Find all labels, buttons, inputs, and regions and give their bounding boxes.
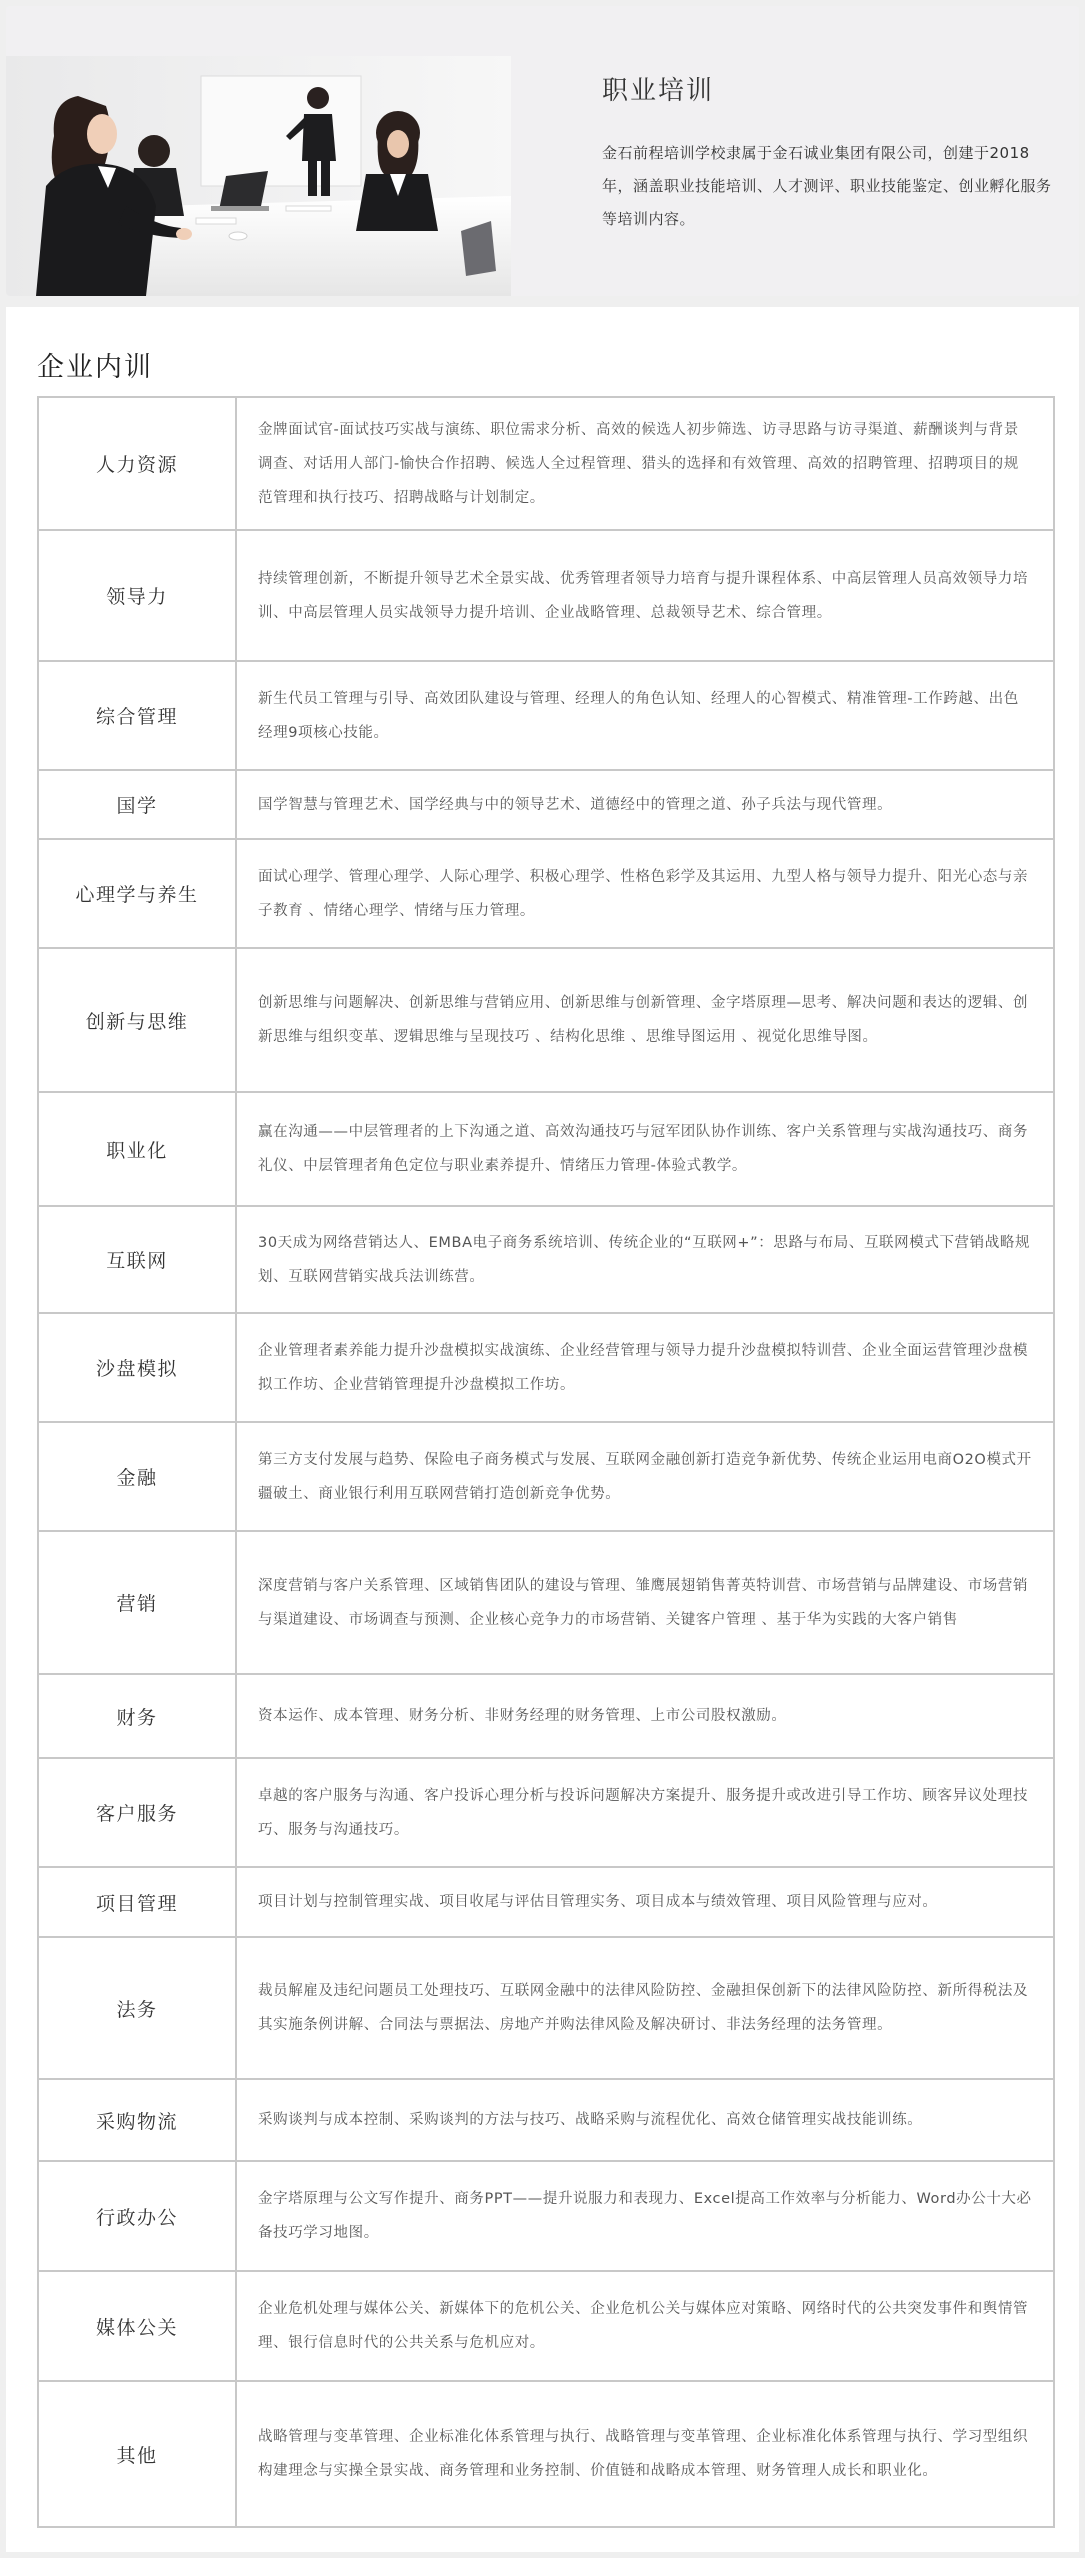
course-category: 媒体公关 — [39, 2272, 237, 2382]
course-content: 裁员解雇及违纪问题员工处理技巧、互联网金融中的法律风险防控、金融担保创新下的法律风险防控、新所得税法及其实施条例讲解、合同法与票据法、房地产并购法律风险及解决研讨、非法务经理的法务管理。 — [237, 1938, 1053, 2080]
course-content: 创新思维与问题解决、创新思维与营销应用、创新思维与创新管理、金字塔原理—思考、解决问题和表达的逻辑、创新思维与组织变革、逻辑思维与呈现技巧 、结构化思维 、思维导图运用 、视觉化思维导图。 — [237, 949, 1053, 1093]
banner-description: 金石前程培训学校隶属于金石诚业集团有限公司，创建于2018年，涵盖职业技能培训、人才测评、职业技能鉴定、创业孵化服务等培训内容。 — [602, 144, 1052, 228]
course-category: 财务 — [39, 1675, 237, 1759]
table-row — [39, 2272, 1053, 2382]
intro-banner — [6, 6, 1079, 296]
table-row — [39, 1532, 1053, 1675]
table-row — [39, 1868, 1053, 1938]
course-content: 战略管理与变革管理、企业标准化体系管理与执行、战略管理与变革管理、企业标准化体系管理与执行、学习型组织构建理念与实操全景实战、商务管理和业务控制、价值链和战略成本管理、财务管理人成长和职业化。 — [258, 2429, 1029, 2479]
course-category: 领导力 — [39, 531, 237, 662]
course-content: 30天成为网络营销达人、EMBA电子商务系统培训、传统企业的“互联网+”：思路与布局、互联网模式下营销战略规划、互联网营销实战兵法训练营。 — [237, 1207, 1053, 1314]
course-content: 国学智慧与管理艺术、国学经典与中的领导艺术、道德经中的管理之道、孙子兵法与现代管理。 — [237, 771, 1053, 840]
table-row — [39, 1759, 1053, 1868]
training-class-photo — [6, 56, 511, 296]
course-category: 营销 — [39, 1532, 237, 1675]
course-content: 金字塔原理与公文写作提升、商务PPT——提升说服力和表现力、Excel提高工作效率与分析能力、Word办公十大必备技巧学习地图。 — [237, 2162, 1053, 2272]
course-content: 深度营销与客户关系管理、区域销售团队的建设与管理、雏鹰展翅销售菁英特训营、市场营销与品牌建设、市场营销与渠道建设、市场调查与预测、企业核心竞争力的市场营销、关键客户管理 、基于华为实践的大客户销售 — [237, 1532, 1053, 1675]
section-title: 企业内训 — [37, 352, 153, 383]
course-content: 第三方支付发展与趋势、保险电子商务模式与发展、互联网金融创新打造竞争新优势、传统企业运用电商O2O模式开疆破土、商业银行利用互联网营销打造创新竞争优势。 — [237, 1423, 1053, 1532]
table-row — [39, 1938, 1053, 2080]
course-category: 沙盘模拟 — [39, 1314, 237, 1423]
table-row — [39, 531, 1053, 662]
course-content: 金牌面试官-面试技巧实战与演练、职位需求分析、高效的候选人初步筛选、访寻思路与访寻渠道、薪酬谈判与背景调查、对话用人部门-愉快合作招聘、候选人全过程管理、猎头的选择和有效管理、高效的招聘管理、招聘项目的规范管理和执行技巧、招聘战略与计划制定。 — [237, 398, 1053, 531]
table-row — [39, 840, 1053, 949]
course-category: 行政办公 — [39, 2162, 237, 2272]
course-category: 综合管理 — [39, 662, 237, 771]
table-row — [39, 1093, 1053, 1207]
table-row — [39, 1423, 1053, 1532]
course-table — [37, 396, 1055, 2528]
corporate-training-panel — [6, 307, 1079, 2552]
banner-text — [602, 70, 1052, 236]
table-row — [39, 2080, 1053, 2162]
table-row — [39, 662, 1053, 771]
table-row — [39, 1675, 1053, 1759]
table-row — [39, 2162, 1053, 2272]
course-content: 项目计划与控制管理实战、项目收尾与评估目管理实务、项目成本与绩效管理、项目风险管理与应对。 — [237, 1868, 1053, 1938]
course-content: 卓越的客户服务与沟通、客户投诉心理分析与投诉问题解决方案提升、服务提升或改进引导工作坊、顾客异议处理技巧、服务与沟通技巧。 — [237, 1759, 1053, 1868]
course-category: 创新与思维 — [39, 949, 237, 1093]
course-category: 客户服务 — [39, 1759, 237, 1868]
banner-title: 职业培训 — [602, 76, 715, 106]
course-category: 职业化 — [39, 1093, 237, 1207]
course-content: 企业危机处理与媒体公关、新媒体下的危机公关、企业危机公关与媒体应对策略、网络时代的公共突发事件和舆情管理、银行信息时代的公共关系与危机应对。 — [237, 2272, 1053, 2382]
table-row — [39, 2382, 1053, 2526]
course-category: 法务 — [39, 1938, 237, 2080]
table-row — [39, 398, 1053, 531]
course-category: 采购物流 — [39, 2080, 237, 2162]
course-content: 企业管理者素养能力提升沙盘模拟实战演练、企业经营管理与领导力提升沙盘模拟特训营、企业全面运营管理沙盘模拟工作坊、企业营销管理提升沙盘模拟工作坊。 — [237, 1314, 1053, 1423]
course-content: 资本运作、成本管理、财务分析、非财务经理的财务管理、上市公司股权激励。 — [237, 1675, 1053, 1759]
course-category: 国学 — [39, 771, 237, 840]
course-content: 采购谈判与成本控制、采购谈判的方法与技巧、战略采购与流程优化、高效仓储管理实战技能训练。 — [237, 2080, 1053, 2162]
course-category: 人力资源 — [39, 398, 237, 531]
course-category: 项目管理 — [39, 1868, 237, 1938]
course-category: 金融 — [39, 1423, 237, 1532]
course-content: 赢在沟通——中层管理者的上下沟通之道、高效沟通技巧与冠军团队协作训练、客户关系管理与实战沟通技巧、商务礼仪、中层管理者角色定位与职业素养提升、情绪压力管理-体验式教学。 — [237, 1093, 1053, 1207]
course-category: 互联网 — [39, 1207, 237, 1314]
table-row — [39, 1314, 1053, 1423]
course-category: 其他 — [39, 2382, 237, 2526]
course-content: 面试心理学、管理心理学、人际心理学、积极心理学、性格色彩学及其运用、九型人格与领导力提升、阳光心态与亲子教育 、情绪心理学、情绪与压力管理。 — [237, 840, 1053, 949]
course-category: 心理学与养生 — [39, 840, 237, 949]
course-content: 持续管理创新，不断提升领导艺术全景实战、优秀管理者领导力培育与提升课程体系、中高层管理人员高效领导力培训、中高层管理人员实战领导力提升培训、企业战略管理、总裁领导艺术、综合管理。 — [237, 531, 1053, 662]
table-row — [39, 1207, 1053, 1314]
table-row — [39, 949, 1053, 1093]
table-row — [39, 771, 1053, 840]
course-content: 新生代员工管理与引导、高效团队建设与管理、经理人的角色认知、经理人的心智模式、精准管理-工作跨越、出色经理9项核心技能。 — [237, 662, 1053, 771]
